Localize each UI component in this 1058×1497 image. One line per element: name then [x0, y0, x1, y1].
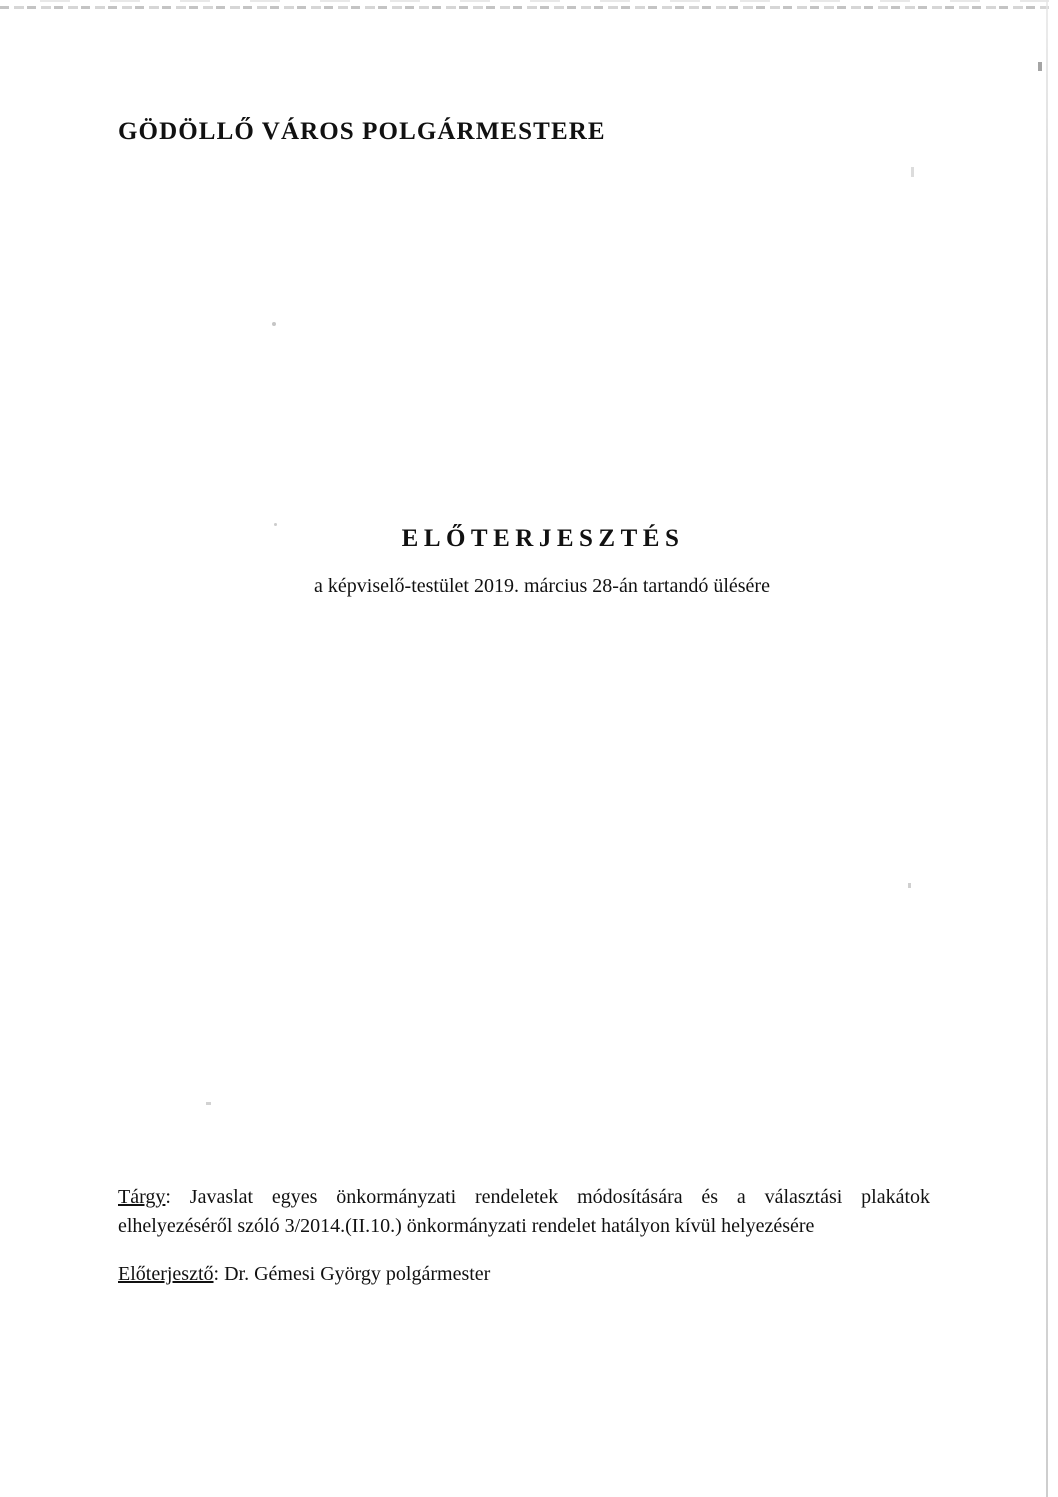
subject-block	[118, 1183, 930, 1241]
scan-edge-artifact-top-outer	[0, 0, 1058, 2]
letterhead: GÖDÖLLŐ VÁROS POLGÁRMESTERE	[118, 118, 606, 145]
scan-speck	[206, 1102, 211, 1105]
scan-speck	[911, 167, 914, 177]
page-title: ELŐTERJESZTÉS	[401, 525, 685, 552]
subject-text-line-2: elhelyezéséről szóló 3/2014.(II.10.) önkormányzati rendelet hatályon kívül helyezésére	[118, 1215, 815, 1237]
subject-label: Tárgy	[118, 1186, 166, 1208]
scan-speck	[1038, 62, 1042, 71]
presenter-block	[118, 1263, 490, 1286]
presenter-label: Előterjesztő	[118, 1263, 214, 1285]
page-subtitle: a képviselő-testület 2019. március 28-án tartandó ülésére	[314, 575, 770, 597]
scan-speck	[908, 883, 911, 888]
scan-edge-artifact-right	[1046, 0, 1048, 1497]
scan-edge-artifact-top	[0, 6, 1058, 9]
subject-text-line-1: Javaslat egyes önkormányzati rendeletek módosítására és a választási plakátok	[189, 1186, 931, 1208]
subject-separator: :	[165, 1186, 171, 1208]
presenter-separator: :	[213, 1263, 220, 1285]
presenter-name: Dr. Gémesi György polgármester	[224, 1263, 491, 1285]
scan-speck	[272, 322, 276, 326]
scan-margin-right	[1049, 0, 1058, 1497]
subject-first-line	[118, 1183, 930, 1212]
